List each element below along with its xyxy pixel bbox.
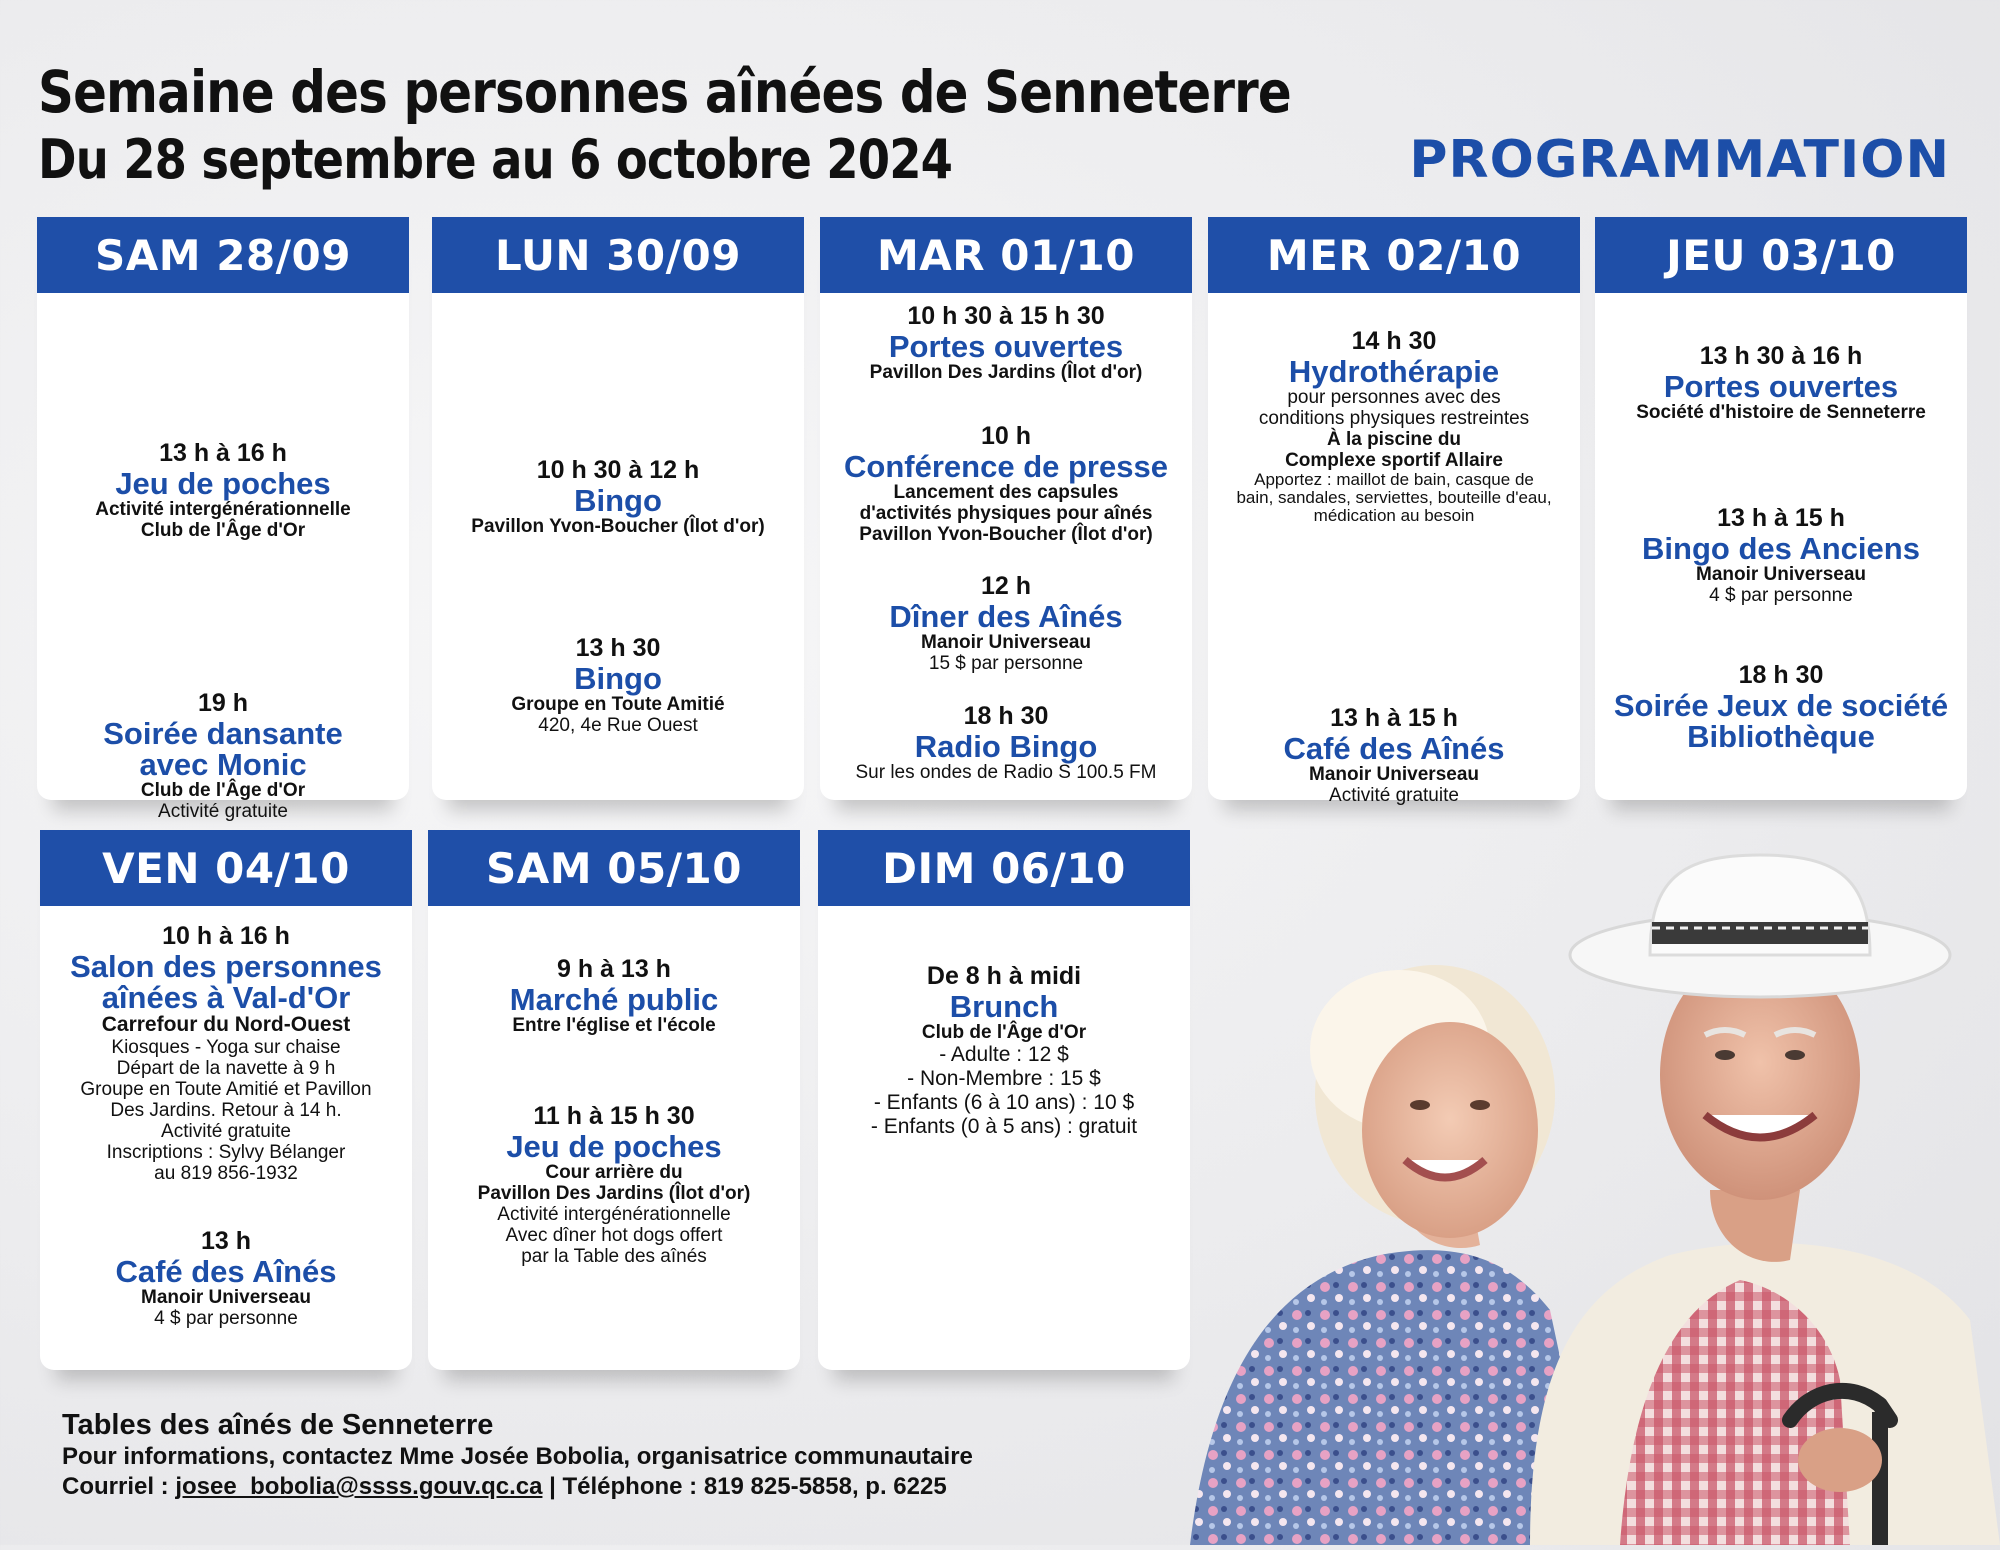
event-detail: bain, sandales, serviettes, bouteille d'eau,	[1236, 488, 1552, 507]
event-time: 18 h 30	[1738, 661, 1824, 689]
day-events	[820, 293, 1192, 800]
day-events	[1208, 293, 1580, 806]
event-time: 13 h à 15 h	[1717, 504, 1845, 532]
event-detail: Avec dîner hot dogs offert	[505, 1225, 723, 1246]
seniors-couple-photo	[1150, 860, 2000, 1545]
event-detail: - Enfants (6 à 10 ans) : 10 $	[873, 1091, 1135, 1114]
event-detail: Complexe sportif Allaire	[1285, 450, 1503, 471]
event-item	[1214, 703, 1574, 806]
event-time: 13 h 30	[575, 634, 661, 662]
event-detail: conditions physiques restreintes	[1258, 408, 1530, 429]
event-title: Bingo	[574, 483, 662, 518]
page-title: Semaine des personnes aînées de Senneterre	[38, 58, 1291, 126]
event-detail: Lancement des capsules	[893, 482, 1119, 503]
event-detail: Activité intergénérationnelle	[497, 1204, 731, 1225]
event-time: 11 h à 15 h 30	[533, 1102, 695, 1130]
footer-contact	[62, 1408, 973, 1502]
event-item	[434, 1101, 794, 1267]
event-item	[826, 301, 1186, 383]
event-detail: Club de l'Âge d'Or	[921, 1022, 1087, 1043]
event-detail: Des Jardins. Retour à 14 h.	[110, 1100, 342, 1121]
day-header: MAR 01/10	[820, 217, 1192, 293]
day-events	[818, 906, 1190, 1370]
day-events	[40, 906, 412, 1370]
event-time: 13 h	[200, 1227, 252, 1255]
event-title: Bingo des Anciens	[1642, 531, 1920, 566]
day-header: JEU 03/10	[1595, 217, 1967, 293]
event-detail: - Enfants (0 à 5 ans) : gratuit	[870, 1115, 1138, 1138]
event-detail: - Adulte : 12 $	[939, 1043, 1069, 1066]
day-events	[428, 906, 800, 1370]
event-time: De 8 h à midi	[926, 962, 1082, 990]
event-detail: 4 $ par personne	[154, 1308, 298, 1329]
event-detail: 4 $ par personne	[1709, 585, 1853, 606]
day-events	[1595, 293, 1967, 800]
event-detail: Activité gratuite	[1329, 785, 1459, 806]
event-title: Dîner des Aînés	[889, 599, 1123, 634]
event-time: 14 h 30	[1351, 327, 1437, 355]
event-detail: Groupe en Toute Amitié	[511, 694, 725, 715]
event-item	[46, 1226, 406, 1329]
event-item	[46, 921, 406, 1184]
event-title: Bibliothèque	[1687, 719, 1875, 754]
event-detail: 420, 4e Rue Ouest	[538, 715, 698, 736]
event-detail: À la piscine du	[1326, 429, 1462, 450]
page-subtitle-dates: Du 28 septembre au 6 octobre 2024	[38, 128, 953, 191]
event-detail: Club de l'Âge d'Or	[140, 520, 306, 541]
event-detail: Pavillon Des Jardins (Îlot d'or)	[869, 362, 1143, 383]
event-title: Portes ouvertes	[1663, 369, 1899, 404]
event-detail: Inscriptions : Sylvy Bélanger	[106, 1142, 346, 1163]
day-card	[37, 217, 409, 822]
event-detail: Sur les ondes de Radio S 100.5 FM	[855, 762, 1157, 783]
event-time: 13 h à 15 h	[1330, 704, 1458, 732]
event-title: Hydrothérapie	[1288, 354, 1500, 389]
event-item	[826, 701, 1186, 783]
event-detail: Société d'histoire de Senneterre	[1636, 402, 1926, 423]
day-card	[428, 830, 800, 1370]
event-time: 10 h 30 à 12 h	[536, 456, 700, 484]
event-time: 10 h	[980, 422, 1032, 450]
event-time: 9 h à 13 h	[557, 955, 671, 983]
day-events	[37, 293, 409, 822]
day-header: SAM 28/09	[37, 217, 409, 293]
event-detail: Carrefour du Nord-Ouest	[101, 1013, 351, 1036]
day-header: LUN 30/09	[432, 217, 804, 293]
event-time: 13 h à 16 h	[159, 439, 287, 467]
day-header: SAM 05/10	[428, 830, 800, 906]
day-card	[1208, 217, 1580, 806]
event-time: 10 h 30 à 15 h 30	[907, 302, 1105, 330]
event-detail: Manoir Universeau	[1696, 564, 1866, 585]
event-detail: Manoir Universeau	[141, 1287, 311, 1308]
day-events	[432, 293, 804, 800]
event-detail: Activité gratuite	[158, 801, 288, 822]
event-item	[43, 688, 403, 822]
event-detail: - Non-Membre : 15 $	[907, 1067, 1101, 1090]
event-item	[438, 455, 798, 537]
event-title: Salon des personnes	[70, 949, 382, 984]
day-card	[40, 830, 412, 1370]
event-time: 19 h	[197, 689, 249, 717]
event-detail: Pavillon Yvon-Boucher (Îlot d'or)	[859, 524, 1153, 545]
event-detail: par la Table des aînés	[521, 1246, 707, 1267]
day-card	[820, 217, 1192, 800]
event-title: Marché public	[509, 982, 719, 1017]
event-item	[438, 633, 798, 736]
phone-text: | Téléphone : 819 825-5858, p. 6225	[542, 1473, 947, 1500]
event-time: 18 h 30	[963, 702, 1049, 730]
event-detail: Cour arrière du	[545, 1162, 683, 1183]
event-item	[43, 438, 403, 541]
event-title: Brunch	[949, 989, 1059, 1024]
event-detail: Club de l'Âge d'Or	[140, 780, 306, 801]
event-title: Jeu de poches	[506, 1129, 722, 1164]
event-detail: d'activités physiques pour aînés	[859, 503, 1153, 524]
event-title: Conférence de presse	[844, 449, 1168, 484]
event-time: 13 h 30 à 16 h	[1699, 342, 1863, 370]
event-detail: médication au besoin	[1313, 506, 1475, 525]
event-detail: Manoir Universeau	[1309, 764, 1479, 785]
event-title: Jeu de poches	[115, 466, 331, 501]
event-detail: Groupe en Toute Amitié et Pavillon	[80, 1079, 372, 1100]
footer-email-phone	[62, 1472, 973, 1502]
event-title: Café des Aînés	[115, 1254, 337, 1289]
day-header: DIM 06/10	[818, 830, 1190, 906]
event-detail: au 819 856-1932	[154, 1163, 298, 1184]
event-item	[1601, 503, 1961, 606]
event-title: Café des Aînés	[1283, 731, 1505, 766]
email-label: Courriel :	[62, 1473, 176, 1500]
event-detail: Départ de la navette à 9 h	[116, 1058, 336, 1079]
event-item	[434, 954, 794, 1036]
day-card	[1595, 217, 1967, 800]
footer-org: Tables des aînés de Senneterre	[62, 1409, 494, 1441]
event-title: Soirée dansante	[103, 716, 343, 751]
day-header: MER 02/10	[1208, 217, 1580, 293]
event-detail: Pavillon Des Jardins (Îlot d'or)	[477, 1183, 751, 1204]
event-item	[1601, 660, 1961, 752]
event-item	[824, 961, 1184, 1139]
event-detail: Apportez : maillot de bain, casque de	[1254, 470, 1534, 489]
programmation-label: PROGRAMMATION	[1409, 130, 1950, 190]
email-link[interactable]: josee_bobolia@ssss.gouv.qc.ca	[175, 1473, 543, 1500]
event-detail: Activité gratuite	[161, 1121, 291, 1142]
day-header: VEN 04/10	[40, 830, 412, 906]
event-item	[1601, 341, 1961, 423]
event-time: 10 h à 16 h	[162, 922, 290, 950]
event-item	[826, 421, 1186, 545]
event-title: Bingo	[574, 661, 662, 696]
event-title: aînées à Val-d'Or	[101, 980, 351, 1015]
event-detail: 15 $ par personne	[928, 653, 1084, 674]
footer-contact-line: Pour informations, contactez Mme Josée Bobolia, organisatrice communautaire	[62, 1443, 973, 1470]
event-title: Soirée Jeux de société	[1613, 688, 1949, 723]
event-title: avec Monic	[139, 747, 307, 782]
day-card	[432, 217, 804, 800]
event-detail: Pavillon Yvon-Boucher (Îlot d'or)	[471, 516, 765, 537]
day-card	[818, 830, 1190, 1370]
event-detail: Manoir Universeau	[921, 632, 1091, 653]
event-detail: Kiosques - Yoga sur chaise	[111, 1037, 341, 1058]
event-item	[826, 571, 1186, 674]
event-detail: Entre l'église et l'école	[512, 1015, 716, 1036]
event-detail: pour personnes avec des	[1287, 387, 1501, 408]
event-title: Portes ouvertes	[888, 329, 1124, 364]
event-time: 12 h	[980, 572, 1032, 600]
event-detail: Activité intergénérationnelle	[95, 499, 351, 520]
event-item	[1214, 326, 1574, 525]
event-title: Radio Bingo	[914, 729, 1098, 764]
